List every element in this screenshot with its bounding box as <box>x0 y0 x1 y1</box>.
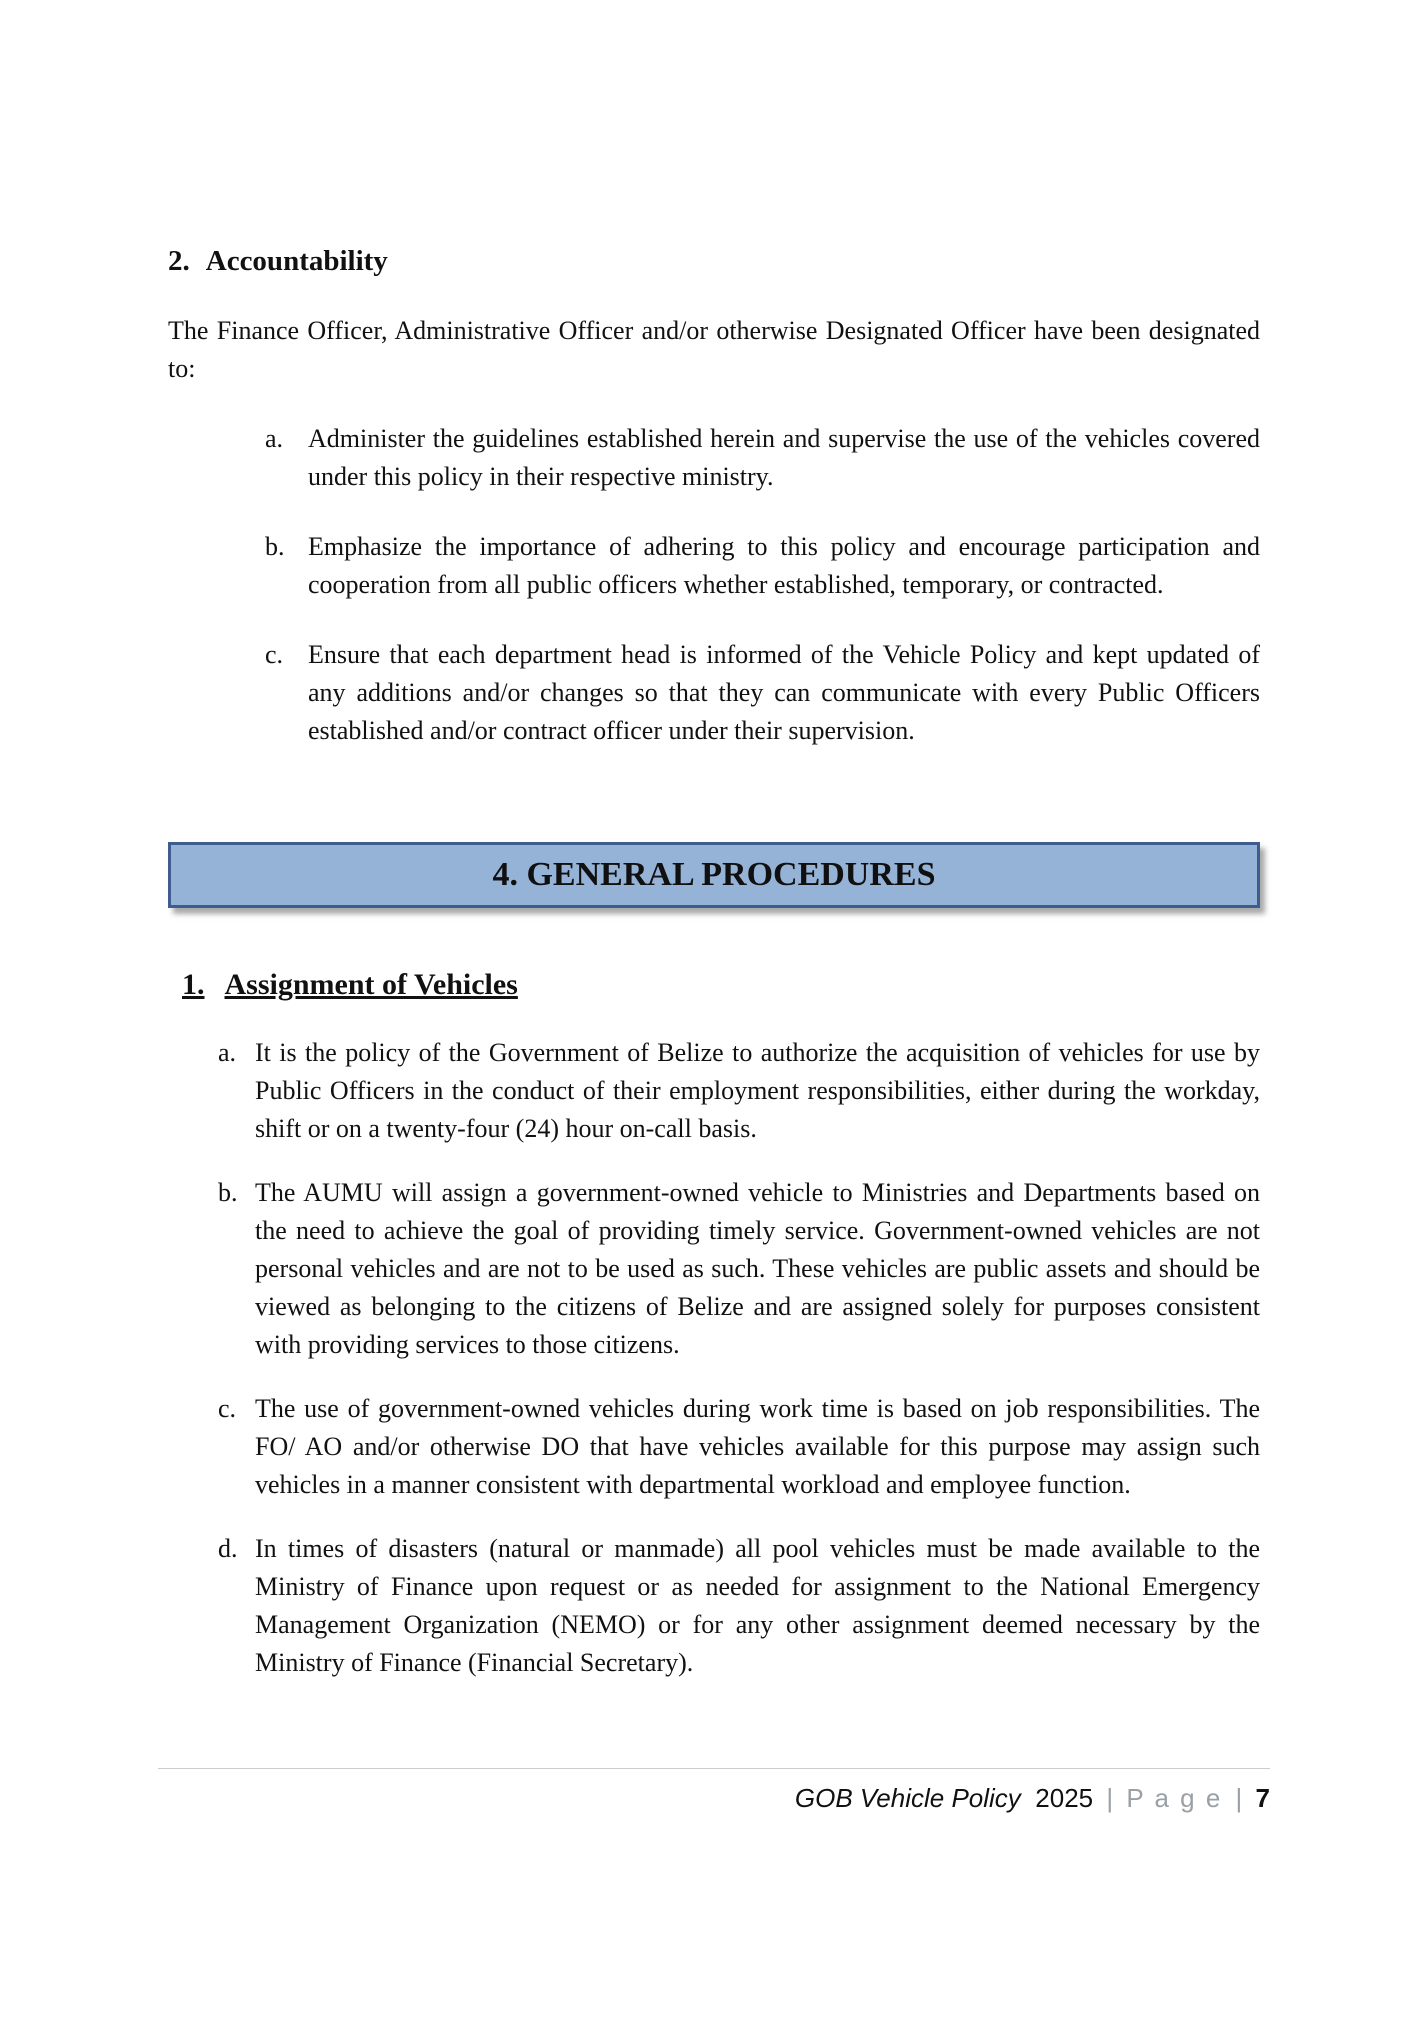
footer-year <box>1028 1783 1093 1813</box>
footer-separator: | <box>1235 1783 1243 1813</box>
page-footer <box>158 1768 1270 1814</box>
footer-page-number: 7 <box>1255 1783 1270 1813</box>
list-item-marker: b. <box>218 1178 238 1207</box>
list-item-marker: b. <box>265 532 285 561</box>
list-item <box>265 528 1260 604</box>
list-item-text: The use of government-owned vehicles during work time is based on job responsibilities. The FO/ AO and/or otherwise DO that have vehicles available for this purpose may assign such vehicles in a manner consistent with departmental workload and employee function. <box>255 1394 1260 1499</box>
list-item-text: It is the policy of the Government of Belize to authorize the acquisition of vehicles for use by Public Officers in the conduct of their employment responsibilities, either during the workday, shift or on a twenty-four (24) hour on-call basis. <box>255 1038 1260 1143</box>
accountability-heading-title: Accountability <box>205 245 388 277</box>
document-content <box>168 245 1260 1708</box>
footer-year-value: 2025 <box>1035 1783 1094 1813</box>
list-item <box>265 636 1260 750</box>
list-item <box>265 420 1260 496</box>
list-item-marker: a. <box>265 424 284 453</box>
assignment-heading-number: 1. <box>182 968 205 1001</box>
list-item <box>218 1390 1260 1504</box>
list-item-marker: d. <box>218 1534 238 1563</box>
banner-title: 4. GENERAL PROCEDURES <box>492 856 936 893</box>
accountability-heading <box>168 245 1260 278</box>
list-item-text: The AUMU will assign a government-owned vehicle to Ministries and Departments based on the need to achieve the goal of providing timely service. Government-owned vehicles are not personal vehicles and are not to be used as such. These vehicles are public assets and should be viewed as belonging to the citizens of Belize and are assigned solely for purposes consistent with providing services to those citizens. <box>255 1178 1260 1359</box>
accountability-list <box>168 420 1260 750</box>
footer-doc-title: GOB Vehicle Policy <box>794 1783 1021 1813</box>
assignment-list <box>168 1034 1260 1682</box>
list-item <box>218 1034 1260 1148</box>
list-item <box>218 1174 1260 1364</box>
list-item-marker: c. <box>265 640 284 669</box>
footer-separator: | <box>1106 1783 1114 1813</box>
list-item-text: Administer the guidelines established herein and supervise the use of the vehicles covered under this policy in their respective ministry. <box>308 424 1260 491</box>
list-item <box>218 1530 1260 1682</box>
accountability-heading-number: 2. <box>168 245 190 277</box>
list-item-text: Ensure that each department head is informed of the Vehicle Policy and kept updated of any additions and/or changes so that they can communicate with every Public Officers established and/or contract officer under their supervision. <box>308 640 1260 745</box>
list-item-marker: a. <box>218 1038 237 1067</box>
list-item-text: In times of disasters (natural or manmade) all pool vehicles must be made available to the Ministry of Finance upon request or as needed for assignment to the National Emergency Management Organization (NEMO) or for any other assignment deemed necessary by the Ministry of Finance (Financial Secretary). <box>255 1534 1260 1677</box>
list-item-marker: c. <box>218 1394 237 1423</box>
general-procedures-banner <box>168 842 1260 908</box>
footer-page-word: P a g e <box>1126 1783 1223 1813</box>
assignment-heading-title: Assignment of Vehicles <box>224 968 518 1001</box>
accountability-intro: The Finance Officer, Administrative Officer and/or otherwise Designated Officer have been designated to: <box>168 316 1260 383</box>
list-item-text: Emphasize the importance of adhering to this policy and encourage participation and cooperation from all public officers whether established, temporary, or contracted. <box>308 532 1260 599</box>
assignment-heading <box>182 968 1260 1002</box>
